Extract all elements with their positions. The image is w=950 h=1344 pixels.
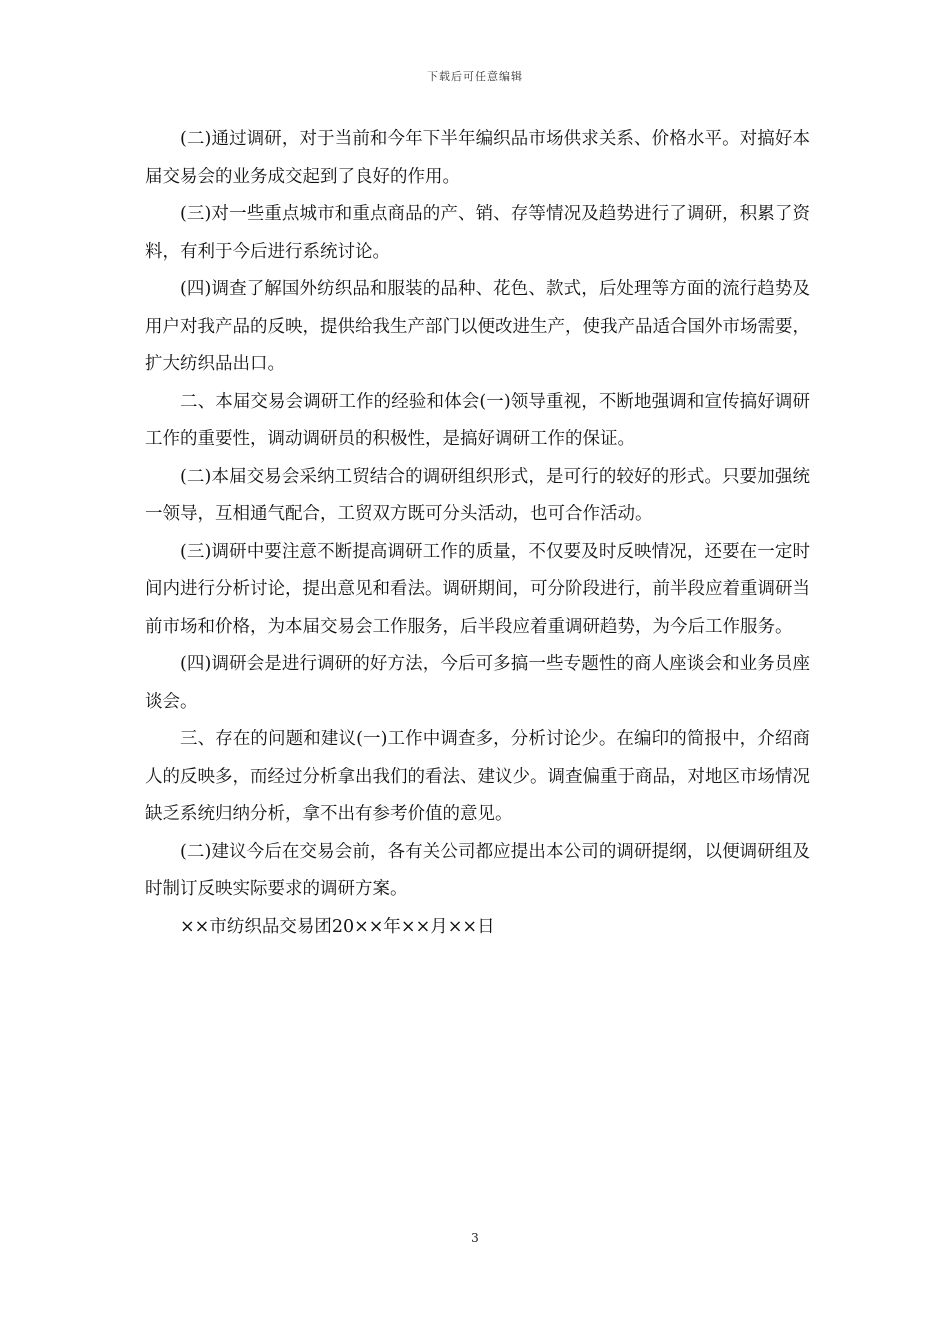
page-number: 3 bbox=[471, 1231, 479, 1245]
paragraph: (三)对一些重点城市和重点商品的产、销、存等情况及趋势进行了调研，积累了资料，有利于今后进行系统讨论。 bbox=[145, 204, 810, 262]
paragraph: (三)调研中要注意不断提高调研工作的质量，不仅要及时反映情况，还要在一定时间内进行分析讨论，提出意见和看法。调研期间，可分阶段进行，前半段应着重调研当前市场和价格，为本届交易会工作服务，后半段应着重调研趋势，为今后工作服务。 bbox=[145, 541, 810, 637]
paragraph: (二)本届交易会采纳工贸结合的调研组织形式，是可行的较好的形式。只要加强统一领导，互相通气配合，工贸双方既可分头活动，也可合作活动。 bbox=[145, 466, 810, 524]
paragraph: (二)建议今后在交易会前，各有关公司都应提出本公司的调研提纲，以便调研组及时制订反映实际要求的调研方案。 bbox=[145, 841, 810, 899]
paragraph: (二)通过调研，对于当前和今年下半年编织品市场供求关系、价格水平。对搞好本届交易会的业务成交起到了良好的作用。 bbox=[145, 129, 810, 187]
paragraph: (四)调查了解国外纺织品和服装的品种、花色、款式，后处理等方面的流行趋势及用户对我产品的反映，提供给我生产部门以便改进生产，使我产品适合国外市场需要，扩大纺织品出口。 bbox=[145, 279, 810, 374]
page-header: 下载后可任意编辑 bbox=[427, 70, 523, 83]
paragraph: 三、存在的问题和建议(一)工作中调查多，分析讨论少。在编印的简报中，介绍商人的反映多，而经过分析拿出我们的看法、建议少。调查偏重于商品，对地区市场情况缺乏系统归纳分析，拿不出有参考价值的意见。 bbox=[145, 729, 810, 824]
paragraph: 二、本届交易会调研工作的经验和体会(一)领导重视，不断地强调和宣传搞好调研工作的重要性，调动调研员的积极性，是搞好调研工作的保证。 bbox=[145, 391, 810, 449]
signature-line: ××市纺织品交易团20××年××月××日 bbox=[180, 916, 495, 937]
document-body bbox=[145, 121, 810, 946]
paragraph: (四)调研会是进行调研的好方法，今后可多搞一些专题性的商人座谈会和业务员座谈会。 bbox=[145, 654, 810, 712]
